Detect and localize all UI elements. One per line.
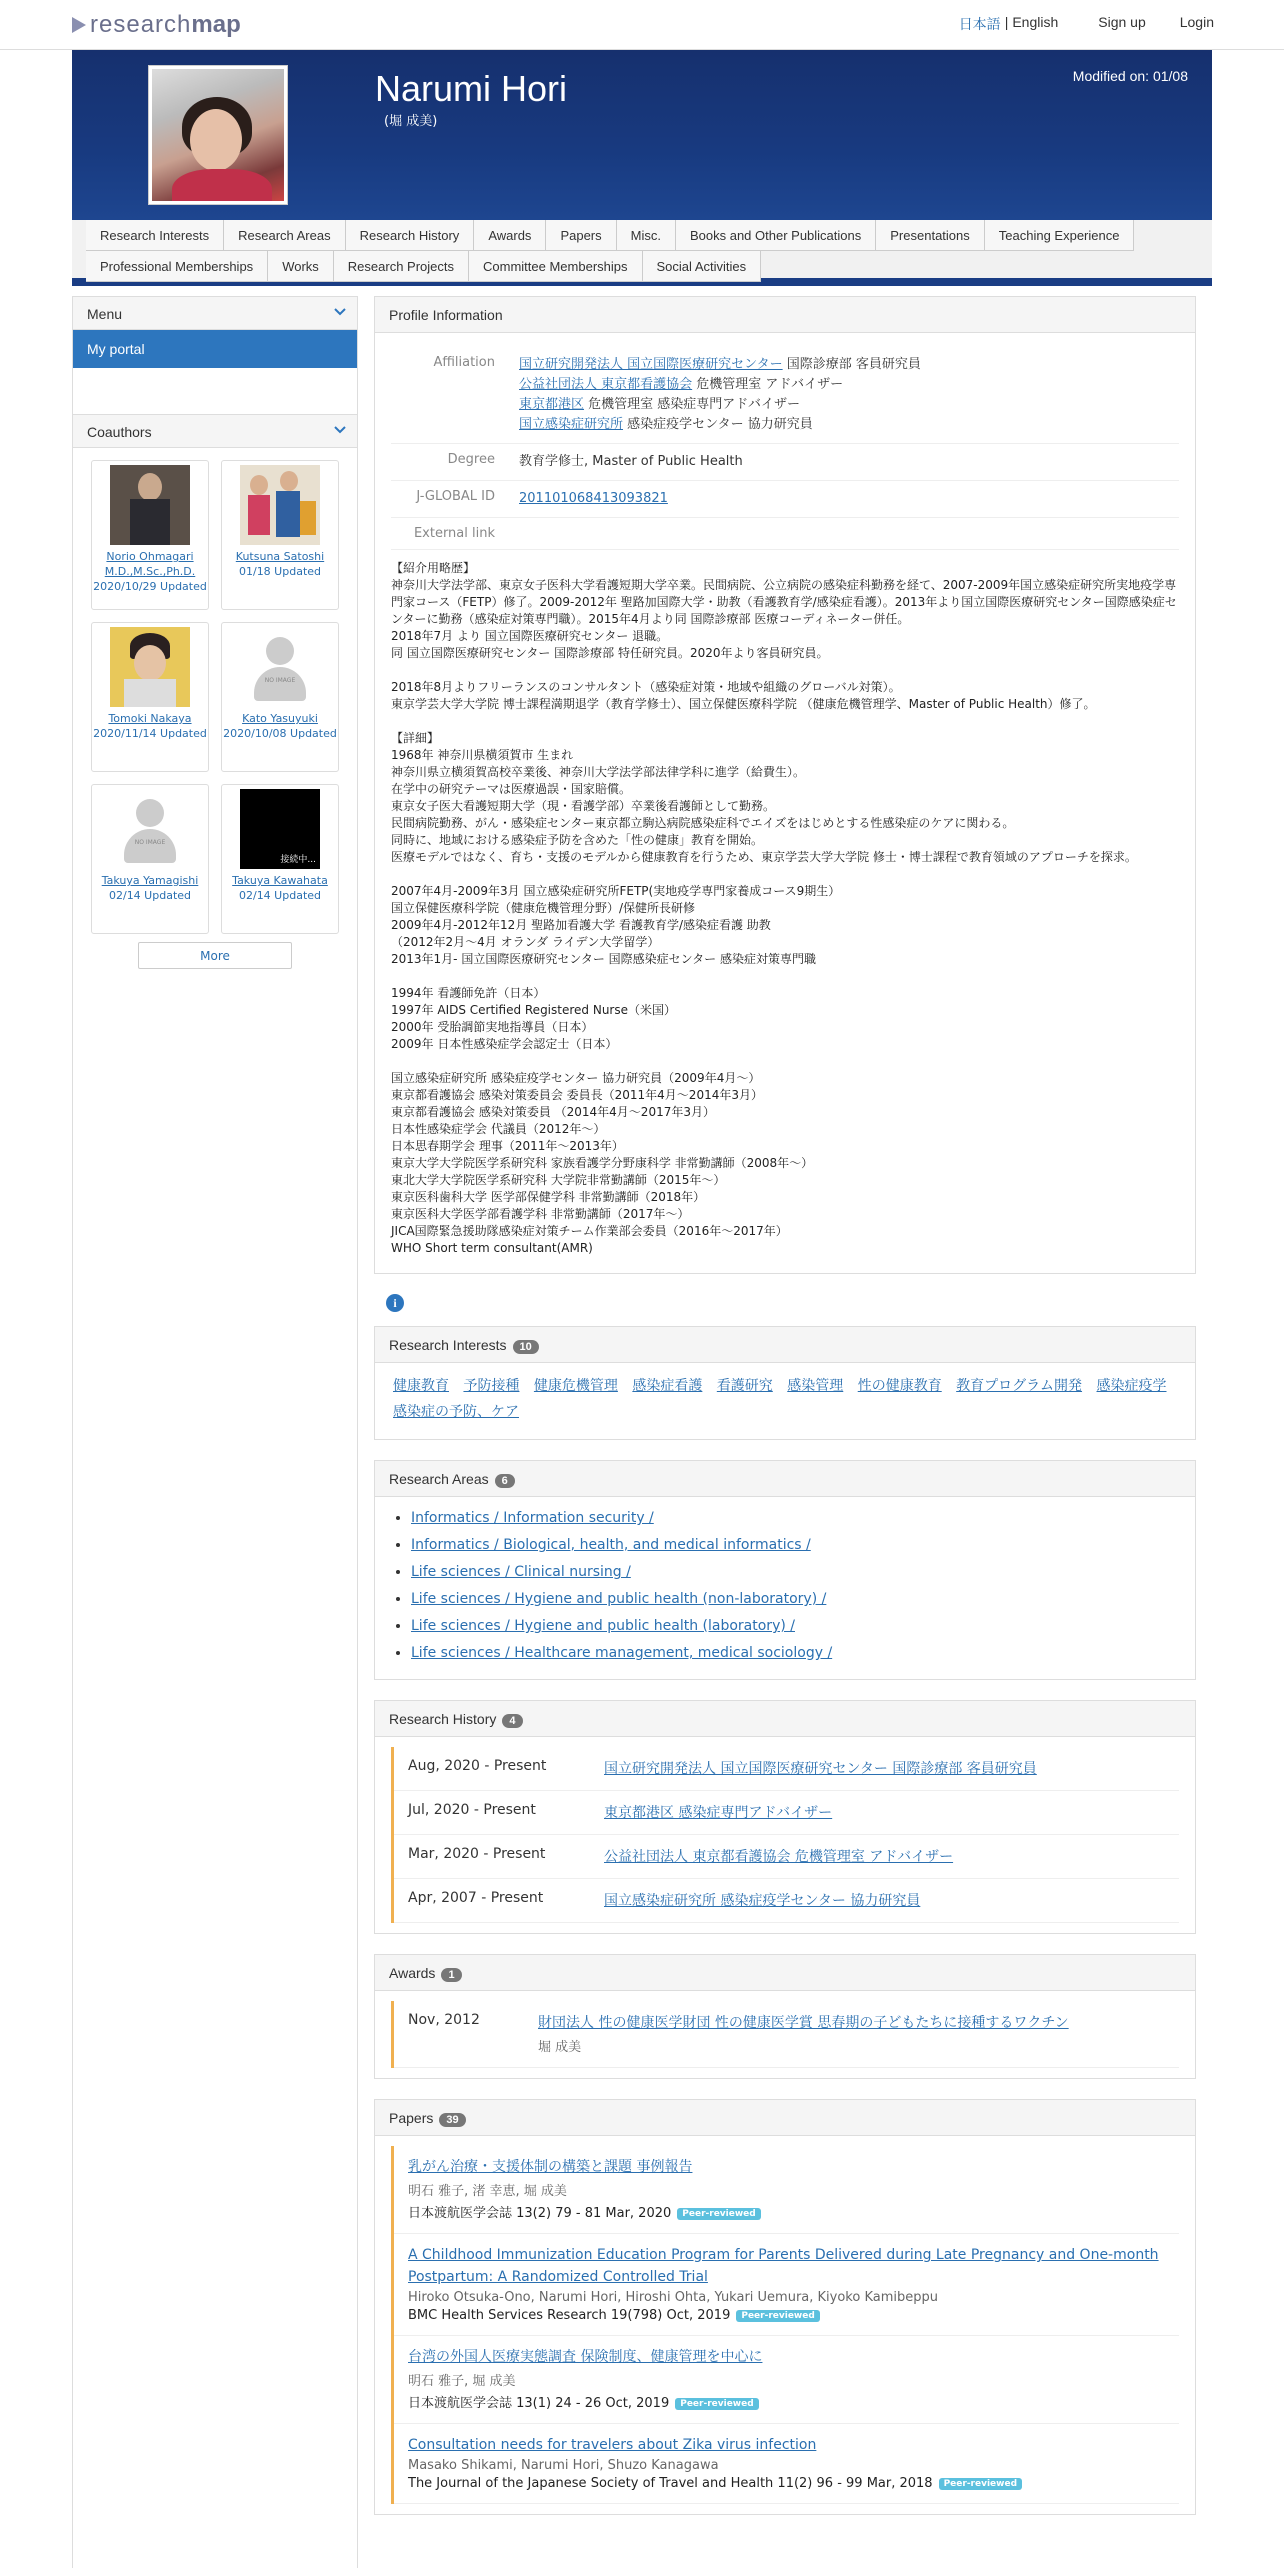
affiliation-link[interactable]: 東京都港区 — [519, 397, 585, 412]
research-area-link[interactable]: Life sciences / Clinical nursing / — [411, 1564, 631, 1580]
coauthor-card[interactable]: NO IMAGE Kato Yasuyuki 2020/10/08 Updated — [221, 622, 339, 772]
awards-panel — [374, 1954, 1196, 2079]
tab-research-projects[interactable]: Research Projects — [334, 251, 469, 282]
chevron-down-icon[interactable] — [333, 423, 347, 437]
list-item — [411, 1617, 1177, 1635]
profile-photo-image — [152, 69, 284, 201]
section-tabs — [72, 220, 1212, 286]
coauthor-photo — [110, 465, 190, 545]
paper-authors: Hiroko Otsuka-Ono, Narumi Hori, Hiroshi Ohta, Yukari Uemura, Kiyoko Kamibeppu — [408, 2290, 938, 2305]
tabs-row-2 — [86, 251, 1212, 282]
paper-authors: 明石 雅子, 渚 幸恵, 堀 成美 — [408, 2184, 567, 2199]
keyword-link[interactable]: 健康教育 — [393, 1378, 449, 1394]
logo-triangle-icon — [72, 17, 86, 33]
coauthor-card[interactable]: Norio Ohmagari M.D.,M.Sc.,Ph.D. 2020/10/29 Updated — [91, 460, 209, 610]
history-link[interactable]: 公益社団法人 東京都看護協会 危機管理室 アドバイザー — [604, 1849, 954, 1865]
list-item — [411, 1563, 1177, 1581]
list-item — [411, 1536, 1177, 1554]
paper-source — [408, 2202, 1165, 2221]
nav-links — [959, 14, 1214, 34]
no-image-placeholder: NO IMAGE — [110, 789, 190, 869]
awards-title: Awards — [389, 1965, 436, 1981]
history-date: Jul, 2020 - Present — [408, 1802, 536, 1818]
paper-item — [394, 2234, 1179, 2336]
keyword-link[interactable]: 教育プログラム開発 — [956, 1378, 1083, 1394]
profile-biography: 【紹介用略歴】 神奈川大学法学部、東京女子医科大学看護短期大学卒業。民間病院、公立病院の感染症科勤務を経て、2007-2009年国立感染症研究所実地疫学専門家コース（FETP）修了。2009-2012年 聖路加国際大学・助教（看護教育学/感染症看護）。2013年より国立国際医療研究センター国際感染症センターに勤務（感染症対策専門職）。2015年4月より同 国際診療部 医療コーディネーター併任。 2018年7月 より 国立国際医療研究センター 退職。 同 国立国際医療研究センター 国際診療部 特任研究員。2020年より客員研究員。 2018年8月よりフリーランスのコンサルタント（感染症対策・地域や組織のグローバル対策）。 東京学芸大学大学院 博士課程満期退学（教育学修士）、国立保健医療科学院 （健康危機管理学、Master of Public Health）修了。 【詳細】 1968年 神奈川県横須賀市 生まれ 神奈川県立横須賀高校卒業後、神奈川大学法学部法律学科に進学（給費生）。 在学中の研究テーマは医療過誤・国家賠償。 東京女子医大看護短期大学（現・看護学部）卒業後看護師として勤務。 民間病院勤務、がん・感染症センター東京都立駒込病院感染症科でエイズをはじめとする性感染症のケアに関わる。 同時に、地域における感染症予防を含めた「性の健康」教育を開始。 医療モデルではなく、育ち・支援のモデルから健康教育を行うため、東京学芸大学大学院 修士・博士課程で教育領域のアプローチを探求。 2007年4月-2009年3月 国立感染症研究所FETP(実地疫学専門家養成コース9期生） 国立保健医療科学院（健康危機管理分野）/保健所長研修 2009年4月-2012年12月 聖路加看護大学 看護教育学/感染症看護 助教 （2012年2月～4月 オランダ ライデン大学留学） 2013年1月- 国立国際医療研究センター 国際感染症センター 感染症対策専門職 1994年 看護師免許（日本） 1997年 AIDS Certified Registered Nurse（米国） 2000年 受胎調節実地指導員（日本） 2009年 日本性感染症学会認定士（日本） 国立感染症研究所 感染症疫学センター 協力研究員（2009年4月～） 東京都看護協会 感染対策委員会 委員長（2011年4月～2014年3月） 東京都看護協会 感染対策委員 （2014年4月～2017年3月） 日本性感染症学会 代議員（2012年～） 日本思春期学会 理事（2011年～2013年） 東京大学大学院医学系研究科 家族看護学分野康科学 非常勤講師（2008年〜） 東北大学大学院医学系研究科 大学院非常勤講師（2015年～） 東京医科歯科大学 医学部保健学科 非常勤講師（2018年） 東京医科大学医学部看護学科 非常勤講師（2017年〜） JICA国際緊急援助隊感染症対策チーム作業部会委員（2016年～2017年） WHO Short term consultant(AMR) — [391, 561, 1177, 1255]
research-history-title: Research History — [389, 1711, 497, 1727]
tab-works[interactable]: Works — [268, 251, 334, 282]
peer-reviewed-badge: Peer-reviewed — [736, 2310, 819, 2322]
research-area-link[interactable]: Life sciences / Hygiene and public health (laboratory) / — [411, 1618, 795, 1634]
count-badge: 4 — [502, 1714, 522, 1728]
research-area-link[interactable]: Informatics / Biological, health, and medical informatics / — [411, 1537, 811, 1553]
tab-social-activities[interactable]: Social Activities — [643, 251, 762, 282]
paper-title-link[interactable]: Consultation needs for travelers about Zika virus infection — [408, 2437, 817, 2453]
papers-title: Papers — [389, 2110, 434, 2126]
research-history-panel — [374, 1700, 1196, 1934]
affiliation-link[interactable]: 国立感染症研究所 — [519, 417, 624, 432]
paper-item — [394, 2146, 1179, 2234]
paper-authors: Masako Shikami, Narumi Hori, Shuzo Kanagawa — [408, 2458, 719, 2473]
paper-source — [408, 2476, 1165, 2491]
coauthor-card[interactable]: Kutsuna Satoshi 01/18 Updated — [221, 460, 339, 610]
list-item — [411, 1509, 1177, 1527]
paper-item — [394, 2424, 1179, 2504]
keyword-link[interactable]: 感染管理 — [787, 1378, 844, 1394]
research-areas-title: Research Areas — [389, 1471, 489, 1487]
menu-label: Menu — [87, 306, 123, 322]
logo-text-research: research — [90, 11, 192, 38]
tab-presentations[interactable]: Presentations — [876, 220, 985, 251]
paper-source-text: 日本渡航医学会誌 13(2) 79 - 81 Mar, 2020 — [408, 2206, 672, 2221]
history-item — [394, 1747, 1179, 1791]
tabs-row-1 — [86, 220, 1212, 251]
affiliation-link[interactable]: 公益社団法人 東京都看護協会 — [519, 377, 693, 392]
jglobal-id-link[interactable]: 201101068413093821 — [519, 491, 668, 506]
tab-committee-memberships[interactable]: Committee Memberships — [469, 251, 643, 282]
papers-list — [391, 2146, 1179, 2504]
coauthors-label: Coauthors — [87, 424, 152, 440]
profile-photo — [148, 65, 288, 205]
paper-source-text: BMC Health Services Research 19(798) Oct, 2019 — [408, 2308, 731, 2323]
no-image-placeholder: NO IMAGE — [240, 627, 320, 707]
count-badge: 10 — [513, 1340, 539, 1354]
keyword-link[interactable]: 看護研究 — [716, 1378, 773, 1394]
coauthor-card[interactable]: NO IMAGE Takuya Yamagishi 02/14 Updated — [91, 784, 209, 934]
award-link[interactable]: 財団法人 性の健康医学財団 性の健康医学賞 思春期の子どもたちに接種するワクチン — [538, 2015, 1069, 2031]
modified-date: Modified on: 01/08 — [1072, 68, 1188, 84]
researchmap-logo[interactable] — [72, 11, 241, 39]
history-link[interactable]: 東京都港区 感染症専門アドバイザー — [604, 1805, 833, 1821]
paper-source — [408, 2392, 1165, 2411]
login-link[interactable]: Login — [1179, 14, 1214, 30]
count-badge: 6 — [495, 1474, 515, 1488]
menu-header[interactable] — [73, 296, 357, 330]
profile-title: Profile Information — [375, 297, 1195, 333]
count-badge: 1 — [441, 1968, 461, 1982]
lang-english-link[interactable]: English — [1012, 14, 1059, 30]
more-coauthors-button[interactable]: More — [138, 942, 292, 969]
tab-research-history[interactable]: Research History — [346, 220, 475, 251]
tab-awards[interactable]: Awards — [474, 220, 546, 251]
coauthors-grid — [73, 448, 357, 934]
degree-row: Degree 教育学修士, Master of Public Health — [391, 444, 1179, 481]
keywords-list — [375, 1363, 1195, 1439]
affiliation-row: Affiliation 国立研究開発法人 国立国際医療研究センター 国際診療部 客員研究員 公益社団法人 東京都看護協会 危機管理室 アドバイザー 東京都港区 危機管理室 感染症専門アドバイザー 国立感染症研究所 感染症疫学センター 協力研究員 — [391, 347, 1179, 444]
paper-item — [394, 2336, 1179, 2424]
history-item — [394, 1835, 1179, 1879]
list-item — [411, 1644, 1177, 1662]
keyword-link[interactable]: 感染症疫学 — [1096, 1378, 1167, 1394]
top-navbar — [0, 0, 1284, 50]
list-item — [411, 1590, 1177, 1608]
research-area-link[interactable]: Life sciences / Hygiene and public health (non-laboratory) / — [411, 1591, 827, 1607]
coauthor-card[interactable]: 接続中... Takuya Kawahata 02/14 Updated — [221, 784, 339, 934]
paper-source-text: 日本渡航医学会誌 13(1) 24 - 26 Oct, 2019 — [408, 2396, 670, 2411]
coauthor-photo — [240, 465, 320, 545]
research-area-link[interactable]: Informatics / Information security / — [411, 1510, 654, 1526]
paper-source — [408, 2308, 1165, 2323]
tab-misc-[interactable]: Misc. — [617, 220, 676, 251]
chevron-down-icon[interactable] — [333, 305, 347, 319]
peer-reviewed-badge: Peer-reviewed — [675, 2398, 758, 2410]
paper-authors: 明石 雅子, 堀 成美 — [408, 2374, 516, 2389]
lang-japanese-link[interactable]: 日本語 — [958, 16, 1001, 32]
history-date: Aug, 2020 - Present — [408, 1758, 547, 1774]
sidebar — [72, 296, 358, 2568]
papers-panel — [374, 2099, 1196, 2515]
paper-title-link[interactable]: 台湾の外国人医療実態調査 保険制度、健康管理を中心に — [408, 2349, 763, 2365]
coauthor-photo: 接続中... — [240, 789, 320, 869]
tab-research-interests[interactable]: Research Interests — [86, 220, 224, 251]
peer-reviewed-badge: Peer-reviewed — [939, 2478, 1022, 2490]
paper-title-link[interactable]: A Childhood Immunization Education Program for Parents Delivered during Late Pregnancy and One-month Postpartum: A Randomized Controlled Trial — [408, 2247, 1159, 2285]
affiliation-link[interactable]: 国立研究開発法人 国立国際医療研究センター — [519, 357, 783, 372]
jglobal-row: J-GLOBAL ID 201101068413093821 — [391, 481, 1179, 518]
research-interests-panel — [374, 1326, 1196, 1440]
external-link-row: External link — [391, 518, 1179, 550]
tab-papers[interactable]: Papers — [546, 220, 616, 251]
history-date: Apr, 2007 - Present — [408, 1890, 544, 1906]
my-portal-link[interactable]: My portal — [73, 330, 357, 368]
coauthor-photo — [110, 627, 190, 707]
history-item — [394, 1791, 1179, 1835]
paper-source-text: The Journal of the Japanese Society of Travel and Health 11(2) 96 - 99 Mar, 2018 — [408, 2476, 933, 2491]
areas-list — [375, 1497, 1195, 1679]
researcher-name-ja: (堀 成美) — [384, 114, 438, 129]
tab-books-and-other-publications[interactable]: Books and Other Publications — [676, 220, 876, 251]
history-date: Mar, 2020 - Present — [408, 1846, 546, 1862]
info-icon[interactable]: i — [386, 1294, 404, 1312]
profile-banner — [72, 50, 1212, 220]
count-badge: 39 — [439, 2113, 465, 2127]
peer-reviewed-badge: Peer-reviewed — [677, 2208, 760, 2220]
research-areas-panel — [374, 1460, 1196, 1680]
history-link[interactable]: 国立感染症研究所 感染症疫学センター 協力研究員 — [604, 1893, 921, 1909]
history-timeline — [391, 1747, 1179, 1923]
profile-panel — [374, 296, 1196, 1274]
keyword-link[interactable]: 予防接種 — [463, 1378, 520, 1394]
lang-separator: | — [1004, 14, 1009, 30]
keyword-link[interactable]: 感染症の予防、ケア — [393, 1404, 519, 1420]
research-area-link[interactable]: Life sciences / Healthcare management, medical sociology / — [411, 1645, 833, 1661]
keyword-link[interactable]: 性の健康教育 — [857, 1378, 942, 1394]
research-interests-title: Research Interests — [389, 1337, 507, 1353]
history-link[interactable]: 国立研究開発法人 国立国際医療研究センター 国際診療部 客員研究員 — [604, 1761, 1037, 1777]
keyword-link[interactable]: 感染症看護 — [632, 1378, 703, 1394]
main-content — [374, 296, 1196, 2535]
tab-professional-memberships[interactable]: Professional Memberships — [86, 251, 268, 282]
logo-text-map: map — [191, 11, 241, 38]
coauthor-card[interactable]: Tomoki Nakaya 2020/11/14 Updated — [91, 622, 209, 772]
paper-title-link[interactable]: 乳がん治療・支援体制の構築と課題 事例報告 — [408, 2159, 693, 2175]
award-item: Nov, 2012 財団法人 性の健康医学財団 性の健康医学賞 思春期の子どもたちに接種するワクチン 堀 成美 — [394, 2001, 1179, 2068]
researcher-name: Narumi Hori — [375, 68, 568, 109]
coauthors-header[interactable] — [73, 414, 357, 448]
history-item — [394, 1879, 1179, 1923]
tab-research-areas[interactable]: Research Areas — [224, 220, 346, 251]
tab-teaching-experience[interactable]: Teaching Experience — [985, 220, 1135, 251]
keyword-link[interactable]: 健康危機管理 — [533, 1378, 618, 1394]
signup-link[interactable]: Sign up — [1098, 14, 1146, 30]
